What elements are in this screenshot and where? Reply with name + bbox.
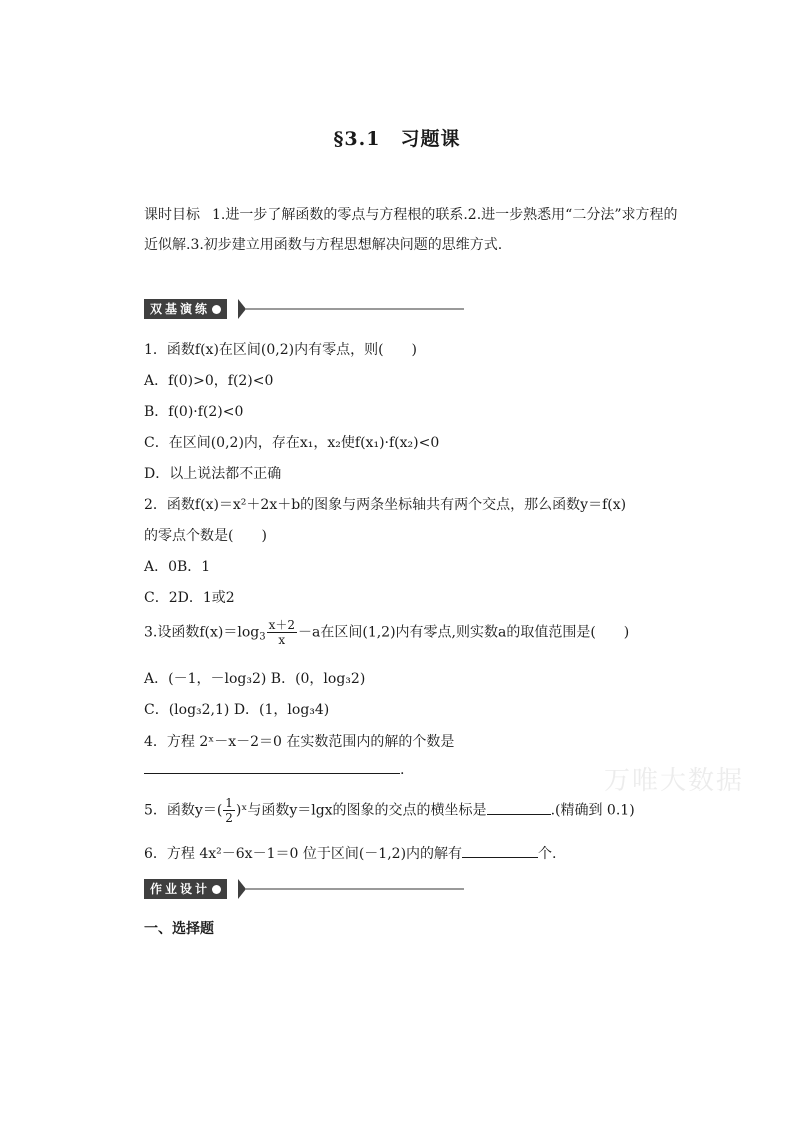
q1-option-a: A．f(0)>0，f(2)<0 bbox=[144, 373, 274, 389]
q3-fraction-den: x bbox=[278, 633, 286, 647]
answer-blank[interactable] bbox=[462, 857, 538, 858]
q3-log-base: 3 bbox=[259, 631, 266, 643]
section-header-homework bbox=[144, 879, 464, 899]
goal-text: 1.进一步了解函数的零点与方程根的联系.2.进一步熟悉用“二分法”求方程的近似解.3.初步建立用函数与方程思想解决问题的思维方式. bbox=[144, 207, 678, 253]
q1-option-b: B．f(0)·f(2)<0 bbox=[144, 404, 244, 420]
q3-fraction bbox=[267, 618, 297, 647]
q4-stem: 4．方程 2ˣ－x－2＝0 在实数范围内的解的个数是 bbox=[144, 734, 455, 750]
q3-stem-pre: 3.设函数f(x)＝log bbox=[144, 624, 260, 641]
section-header-basic bbox=[144, 299, 464, 319]
watermark: 万唯大数据 bbox=[604, 766, 745, 796]
section-title: 作业设计 bbox=[150, 882, 211, 896]
q6-stem bbox=[144, 843, 556, 863]
tag-tail bbox=[238, 299, 246, 319]
section-rule bbox=[246, 888, 464, 890]
section-title: 双基演练 bbox=[150, 302, 211, 316]
q3-fraction-num: x＋2 bbox=[268, 618, 296, 632]
circle-icon bbox=[212, 305, 221, 314]
q2-stem-line1: 2．函数f(x)＝x²＋2x＋b的图象与两条坐标轴共有两个交点，那么函数y＝f(x) bbox=[144, 497, 627, 513]
q3-options-ab: A．(－1，－log₃2) B．(0，log₃2) bbox=[144, 671, 366, 687]
section-tag bbox=[144, 299, 227, 319]
section-rule bbox=[246, 308, 464, 310]
q2-options-cd: C．2D．1或2 bbox=[144, 590, 235, 606]
q3-stem-post: －a在区间(1,2)内有零点,则实数a的取值范围是( ) bbox=[298, 624, 630, 641]
q5-stem-mid: )ˣ与函数y＝lgx的图象的交点的横坐标是 bbox=[235, 802, 487, 819]
q4-end: . bbox=[400, 762, 405, 778]
lesson-goal bbox=[144, 200, 684, 260]
q5-stem bbox=[144, 796, 635, 825]
part-heading: 一、选择题 bbox=[144, 921, 214, 937]
q5-stem-post: .(精确到 0.1) bbox=[550, 802, 635, 819]
q6-stem-pre: 6．方程 4x²－6x－1＝0 位于区间(－1,2)内的解有 bbox=[144, 846, 463, 862]
page-title: §3.1 习题课 bbox=[333, 128, 461, 150]
q3-stem bbox=[144, 618, 629, 647]
q6-stem-post: 个. bbox=[538, 846, 557, 862]
q5-fraction-num: 1 bbox=[225, 796, 233, 810]
q2-options-ab: A．0B．1 bbox=[144, 559, 211, 575]
q1-stem: 1．函数f(x)在区间(0,2)内有零点，则( ) bbox=[144, 342, 418, 358]
q1-option-d: D．以上说法都不正确 bbox=[144, 466, 282, 482]
answer-blank[interactable] bbox=[487, 814, 551, 815]
tag-tail bbox=[238, 879, 246, 899]
goal-label: 课时目标 bbox=[144, 207, 200, 223]
q2-stem-line2: 的零点个数是( ) bbox=[144, 528, 267, 544]
q4-answer-line bbox=[144, 762, 404, 778]
q3-options-cd: C．(log₃2,1) D．(1，log₃4) bbox=[144, 702, 330, 718]
q5-fraction-den: 2 bbox=[225, 811, 233, 825]
circle-icon bbox=[212, 885, 221, 894]
q5-fraction bbox=[223, 796, 235, 825]
section-tag bbox=[144, 879, 227, 899]
answer-blank[interactable] bbox=[144, 773, 400, 774]
q5-stem-pre: 5．函数y＝( bbox=[144, 802, 223, 819]
q1-option-c: C．在区间(0,2)内，存在x₁，x₂使f(x₁)·f(x₂)<0 bbox=[144, 435, 440, 451]
